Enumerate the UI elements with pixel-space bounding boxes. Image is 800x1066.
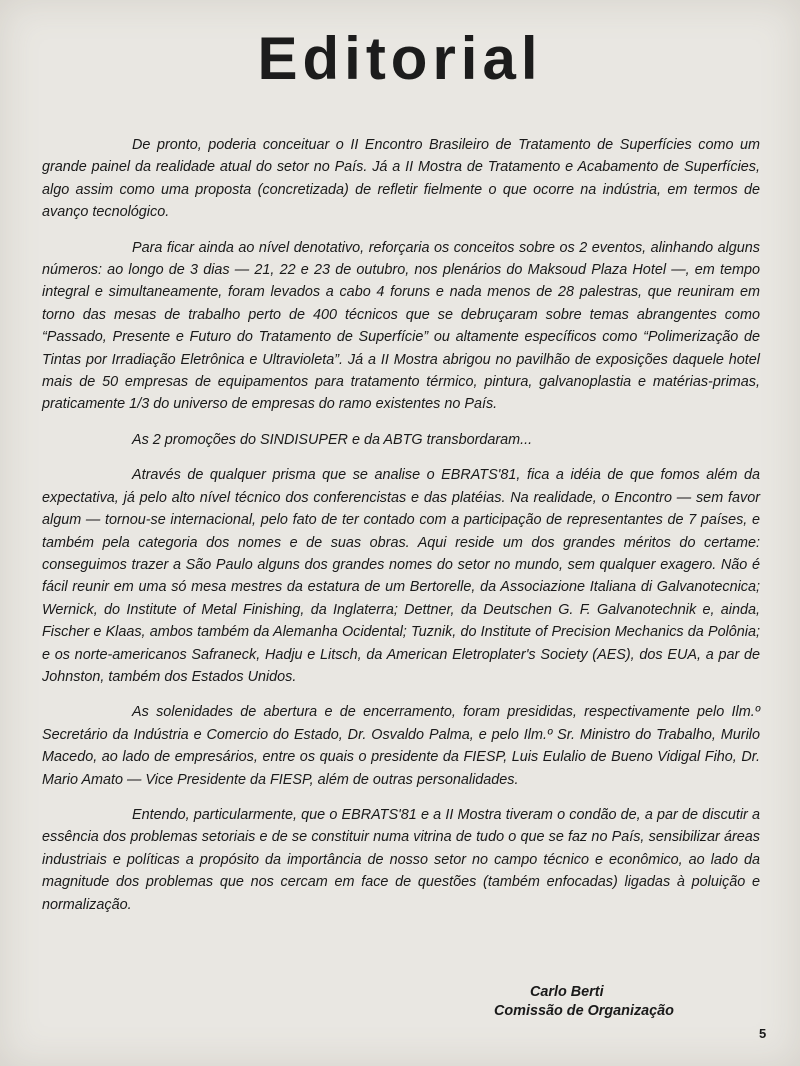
paragraph: As solenidades de abertura e de encerramento, foram presididas, respectivamente pelo Ilm.º Secretário da Indústria e Comercio do Estado, Dr. Osvaldo Palma, e pelo Ilm.º Sr. Ministro do Trabalho, Murilo Macedo, ao lado de empresários, entre os quais o presidente da FIESP, Luis Eulalio de Bueno Vidigal Fiho, Dr. Mario Amato — Vice Presidente da FIESP, além de outras personalidades. [42,704,760,788]
paragraph: De pronto, poderia conceituar o II Encontro Brasileiro de Tratamento de Superfícies como um grande painel da realidade atual do setor no País. Já a II Mostra de Tratamento e Acabamento de Superfícies, algo assim como uma proposta (concretizada) de refletir fielmente o que ocorre na indústria, em termos de avanço tecnológico. [42,137,760,221]
article-body [42,134,760,929]
paragraph: Entendo, particularmente, que o EBRATS'81 e a II Mostra tiveram o condão de, a par de discutir a essência dos problemas setoriais e de se constituir numa vitrina de tudo o que se faz no País, sensibilizar áreas industriais e políticas a propósito da importância de nosso setor no campo técnico e econômico, ao lado da magnitude dos problemas que nos cercam em face de questões (também enfocadas) ligadas à poluição e normalização. [42,806,760,913]
author-role: Comissão de Organização [494,1003,674,1019]
author-name: Carlo Berti [530,984,604,1000]
page-title: Editorial [257,25,543,92]
paragraph: Através de qualquer prisma que se analise o EBRATS'81, fica a idéia de que fomos além da expectativa, já pelo alto nível técnico dos conferencistas e das platéias. Na realidade, o Encontro — sem favor algum — tornou-se internacional, pelo fato de ter contado com a participação de representantes de 7 países, e também pela categoria dos nomes e de suas obras. Aqui reside um dos grandes méritos do certame: conseguimos trazer a São Paulo alguns dos grandes nomes do setor no mundo, sem qualquer exagero. Não é fácil reunir em uma só mesa mestres da estatura de um Bertorelle, da Associazione Italiana di Galvanotecnica; Wernick, do Institute of Metal Finishing, da Inglaterra; Dettner, da Deutschen G. F. Galvanotechnik e, ainda, Fischer e Klaas, ambos também da Alemanha Ocidental; Tuznik, do Institute of Precision Mechanics da Polônia; e os norte-americanos Safraneck, Hadju e Litsch, da American Eletroplater's Society (AES), dos EUA, a par de Johnston, também dos Estados Unidos. [42,467,760,685]
paragraph: Para ficar ainda ao nível denotativo, reforçaria os conceitos sobre os 2 eventos, alinhando alguns números: ao longo de 3 dias — 21, 22 e 23 de outubro, nos plenários do Maksoud Plaza Hotel —, em tempo integral e simultaneamente, foram levados a cabo 4 foruns e nada menos de 28 palestras, que reuniram em torno das mesas de trabalho perto de 400 técnicos que se debruçaram sobre temas abrangentes como “Passado, Presente e Futuro do Tratamento de Superfície” ou altamente específicos como “Polimerização de Tintas por Irradiação Eletrônica e Ultravioleta”. Já a II Mostra abrigou no pavilhão de exposições daquele hotel mais de 50 empresas de equipamentos para tratamento térmico, pintura, galvanoplastia e matérias-primas, praticamente 1/3 do universo de empresas do ramo existentes no País. [42,239,760,413]
page-number: 5 [759,1026,767,1041]
paragraph: As 2 promoções do SINDISUPER e da ABTG transbordaram... [132,431,533,448]
signature-block [494,983,674,1021]
